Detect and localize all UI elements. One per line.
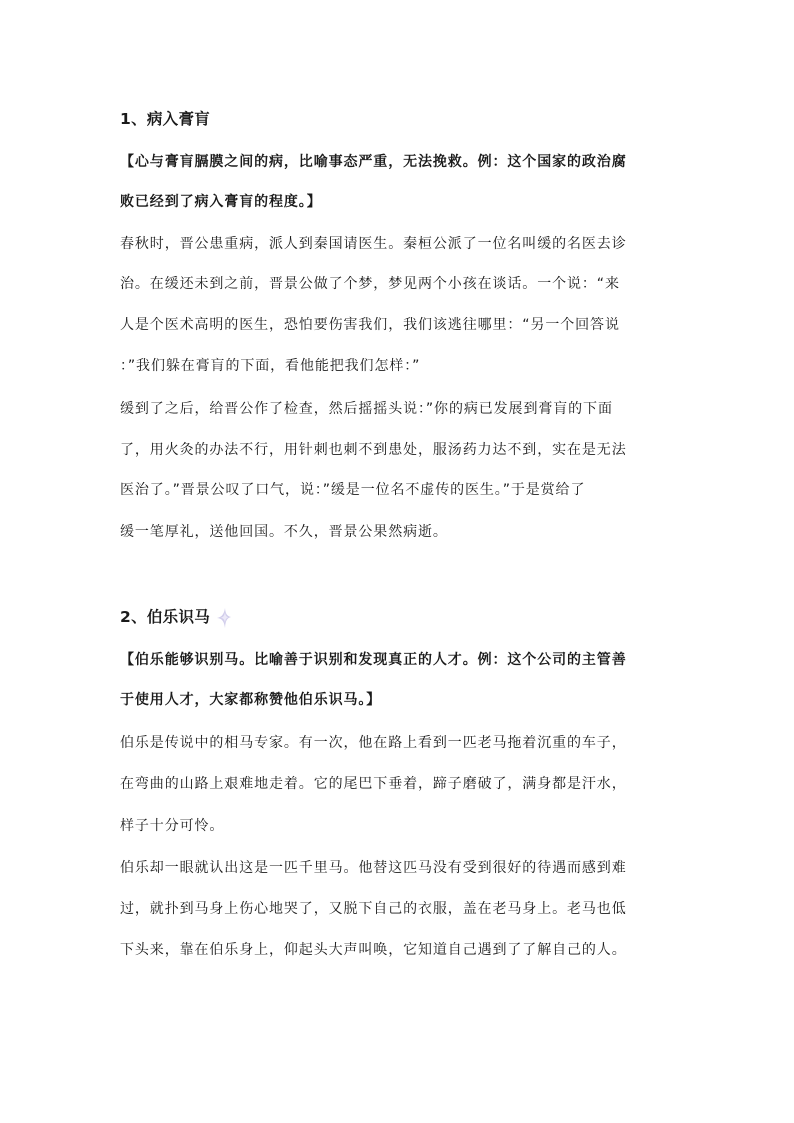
section-1-paragraph-1-line-2: 治。在缓还未到之前，晋景公做了个梦，梦见两个小孩在谈话。一个说：“来 (120, 276, 620, 292)
section-1-definition-line-1: 【心与膏肓膈膜之间的病，比喻事态严重，无法挽救。例：这个国家的政治腐 (120, 154, 627, 170)
section-1-paragraph-1-line-3: 人是个医术高明的医生，恐怕要伤害我们，我们该逃往哪里：“另一个回答说 (120, 317, 620, 333)
section-1-paragraph-2-line-4: 缓一笔厚礼，送他回国。不久，晋景公果然病逝。 (120, 524, 448, 540)
section-2-heading-row (120, 606, 232, 629)
section-1-paragraph-2-line-3: 医治了。”晋景公叹了口气，说：”缓是一位名不虚传的医生。”于是赏给了 (120, 482, 586, 498)
section-1-paragraph-2-line-1: 缓到了之后，给晋公作了检查，然后摇摇头说：”你的病已发展到膏肓的下面 (120, 401, 613, 417)
sparkle-icon (214, 607, 232, 629)
section-2-paragraph-2-line-1: 伯乐却一眼就认出这是一匹千里马。他替这匹马没有受到很好的待遇而感到难 (120, 860, 627, 876)
section-2-definition-line-2: 于使用人才，大家都称赞他伯乐识马。】 (120, 692, 382, 708)
section-1-definition-line-2: 败已经到了病入膏肓的程度。】 (120, 194, 322, 210)
section-1-paragraph-1-line-4: ：”我们躲在膏肓的下面，看他能把我们怎样：” (120, 358, 421, 374)
section-2-definition-line-1: 【伯乐能够识别马。比喻善于识别和发现真正的人才。例：这个公司的主管善 (120, 652, 627, 668)
section-2-paragraph-1-line-2: 在弯曲的山路上艰难地走着。它的尾巴下垂着，蹄子磨破了，满身都是汗水， (120, 776, 627, 792)
section-2-paragraph-1-line-3: 样子十分可怜。 (120, 818, 225, 834)
section-2-heading: 2、伯乐识马 (120, 608, 211, 626)
section-2-paragraph-1-line-1: 伯乐是传说中的相马专家。有一次，他在路上看到一匹老马拖着沉重的车子， (120, 735, 627, 751)
section-2-paragraph-2-line-3: 下头来，靠在伯乐身上，仰起头大声叫唤，它知道自己遇到了了解自己的人。 (120, 942, 627, 958)
section-1-heading: 1、病入膏肓 (120, 110, 211, 128)
section-1-paragraph-2-line-2: 了，用火灸的办法不行，用针刺也刺不到患处，服汤药力达不到，实在是无法 (120, 442, 627, 458)
section-1-paragraph-1-line-1: 春秋时，晋公患重病，派人到秦国请医生。秦桓公派了一位名叫缓的名医去诊 (120, 236, 627, 252)
section-2-paragraph-2-line-2: 过，就扑到马身上伤心地哭了，又脱下自己的衣服，盖在老马身上。老马也低 (120, 901, 627, 917)
